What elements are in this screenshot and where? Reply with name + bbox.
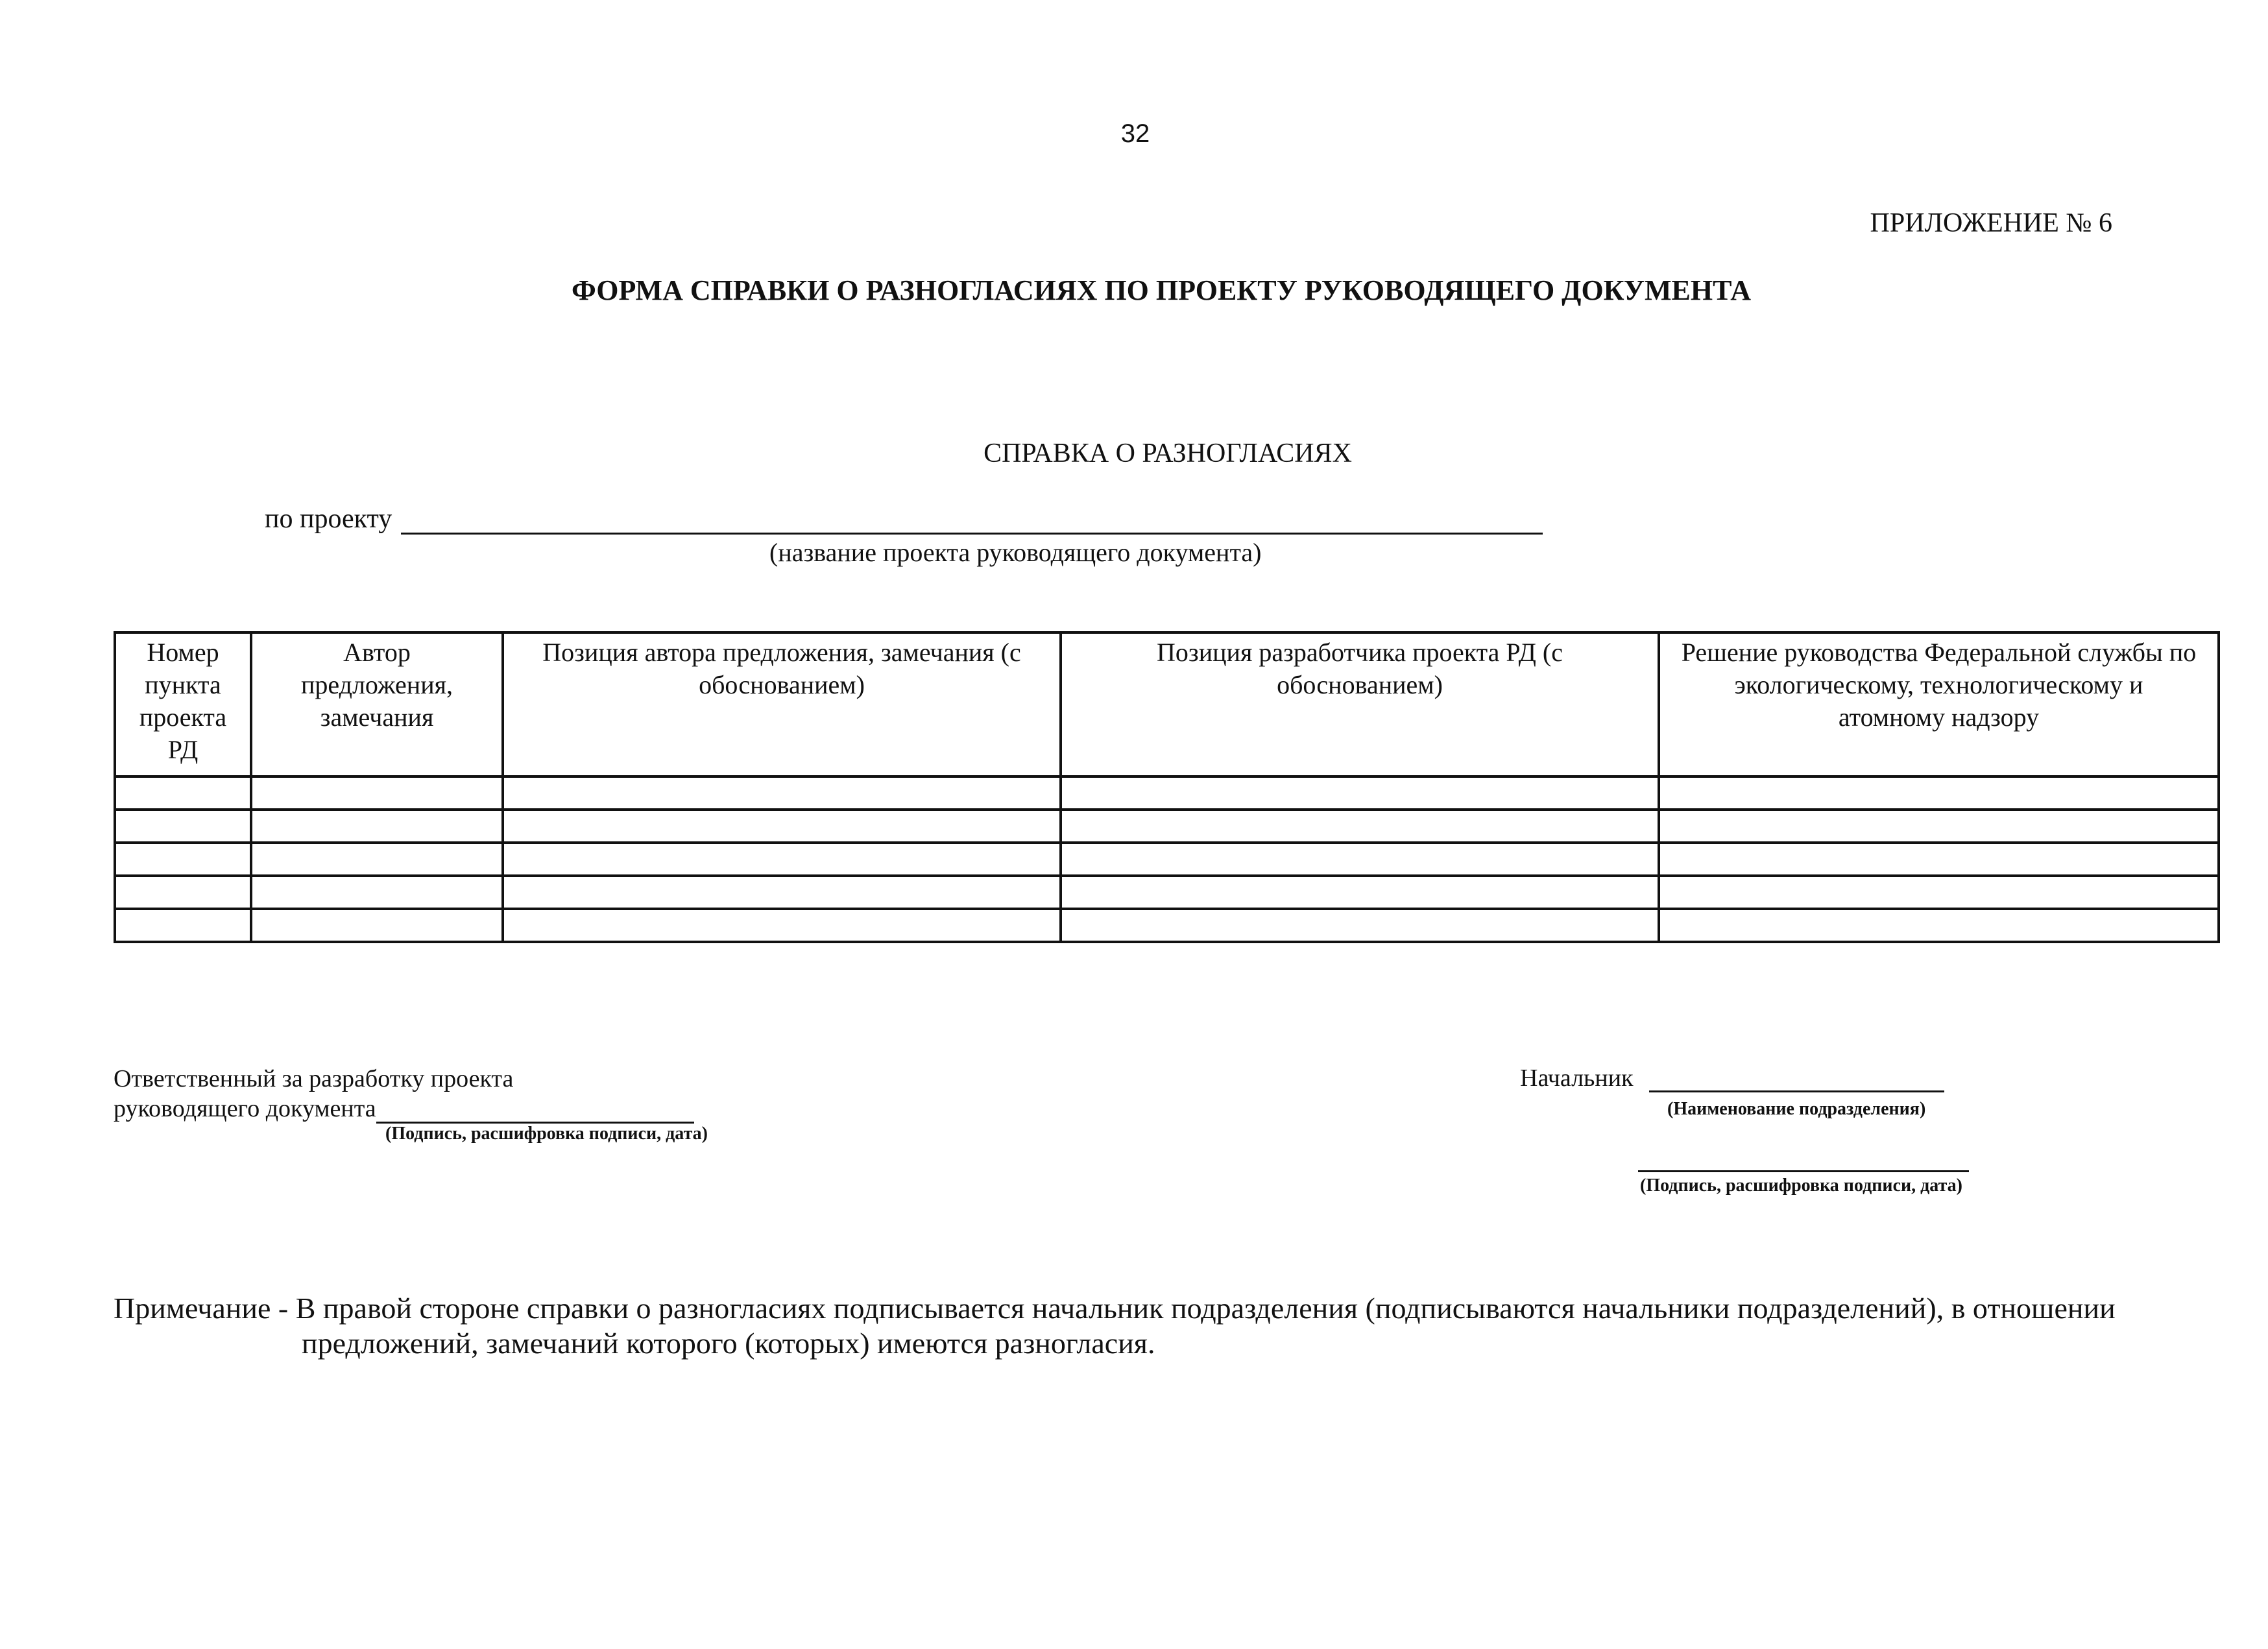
- table-cell[interactable]: [503, 909, 1061, 942]
- footnote-line1: Примечание - В правой стороне справки о разногласиях подписывается начальник подразделения (подписываются начальники подразделений), в отношении: [114, 1292, 2116, 1325]
- table-cell[interactable]: [1061, 909, 1659, 942]
- table-header-row: [115, 632, 2219, 776]
- table-row: [115, 876, 2219, 909]
- table-cell[interactable]: [115, 909, 251, 942]
- footnote-line2: предложений, замечаний которого (которых) имеются разногласия.: [302, 1327, 1155, 1360]
- table-cell[interactable]: [115, 876, 251, 909]
- appendix-label: ПРИЛОЖЕНИЕ № 6: [1870, 208, 2112, 238]
- chief-signature-block: [1520, 1064, 1944, 1092]
- responsible-label-line2: руководящего документа: [114, 1095, 376, 1122]
- responsible-signature-line[interactable]: [376, 1102, 694, 1124]
- responsible-label-line1: Ответственный за разработку проекта: [114, 1065, 514, 1092]
- header-decision-text: Решение руководства Федеральной службы по экологическому, технологическому и атомному надзору: [1681, 638, 2197, 732]
- form-subtitle: СПРАВКА О РАЗНОГЛАСИЯХ: [983, 439, 1352, 468]
- table-cell[interactable]: [1061, 876, 1659, 909]
- table-cell[interactable]: [1061, 843, 1659, 876]
- table-cell[interactable]: [1659, 909, 2219, 942]
- header-clause-number: [115, 632, 251, 776]
- footnote: [114, 1291, 2190, 1361]
- table-cell[interactable]: [251, 843, 503, 876]
- chief-label: Начальник: [1520, 1065, 1634, 1092]
- project-field: [265, 503, 1543, 535]
- table-cell[interactable]: [251, 776, 503, 810]
- header-decision: [1659, 632, 2219, 776]
- responsible-signature-hint: (Подпись, расшифровка подписи, дата): [385, 1124, 708, 1144]
- table-cell[interactable]: [115, 776, 251, 810]
- table-cell[interactable]: [1061, 776, 1659, 810]
- table-row: [115, 909, 2219, 942]
- header-developer-position: [1061, 632, 1659, 776]
- table-cell[interactable]: [251, 876, 503, 909]
- table-cell[interactable]: [251, 909, 503, 942]
- chief-signature-line[interactable]: [1638, 1170, 1969, 1172]
- header-author: [251, 632, 503, 776]
- header-author-position-text: Позиция автора предложения, замечания (с обоснованием): [542, 638, 1021, 699]
- page-title: ФОРМА СПРАВКИ О РАЗНОГЛАСИЯХ ПО ПРОЕКТУ РУКОВОДЯЩЕГО ДОКУМЕНТА: [571, 274, 1752, 306]
- table-cell[interactable]: [503, 776, 1061, 810]
- table-cell[interactable]: [503, 843, 1061, 876]
- header-clause-number-text: Номер пункта проекта РД: [139, 638, 227, 764]
- chief-unit-line[interactable]: [1649, 1070, 1944, 1092]
- table-cell[interactable]: [115, 810, 251, 843]
- header-author-position: [503, 632, 1061, 776]
- header-developer-position-text: Позиция разработчика проекта РД (с обоснованием): [1157, 638, 1563, 699]
- table-row: [115, 810, 2219, 843]
- table-cell[interactable]: [1659, 876, 2219, 909]
- project-label: по проекту: [265, 504, 392, 534]
- header-author-text: Автор предложения, замечания: [300, 638, 453, 732]
- table-cell[interactable]: [251, 810, 503, 843]
- table-cell[interactable]: [115, 843, 251, 876]
- chief-unit-hint: (Наименование подразделения): [1667, 1099, 1926, 1119]
- table-cell[interactable]: [503, 876, 1061, 909]
- project-name-line[interactable]: [401, 509, 1543, 535]
- table-cell[interactable]: [1659, 776, 2219, 810]
- responsible-label-line2-row: [114, 1094, 694, 1124]
- responsible-signature-block: [114, 1064, 694, 1124]
- page-number: 32: [1120, 119, 1150, 148]
- table-row: [115, 776, 2219, 810]
- chief-signature-hint: (Подпись, расшифровка подписи, дата): [1640, 1175, 1962, 1196]
- table-row: [115, 843, 2219, 876]
- table-cell[interactable]: [1061, 810, 1659, 843]
- project-hint: (название проекта руководящего документа): [769, 538, 1262, 567]
- table-cell[interactable]: [1659, 810, 2219, 843]
- table-cell[interactable]: [1659, 843, 2219, 876]
- disagreements-table: [114, 631, 2220, 943]
- table-cell[interactable]: [503, 810, 1061, 843]
